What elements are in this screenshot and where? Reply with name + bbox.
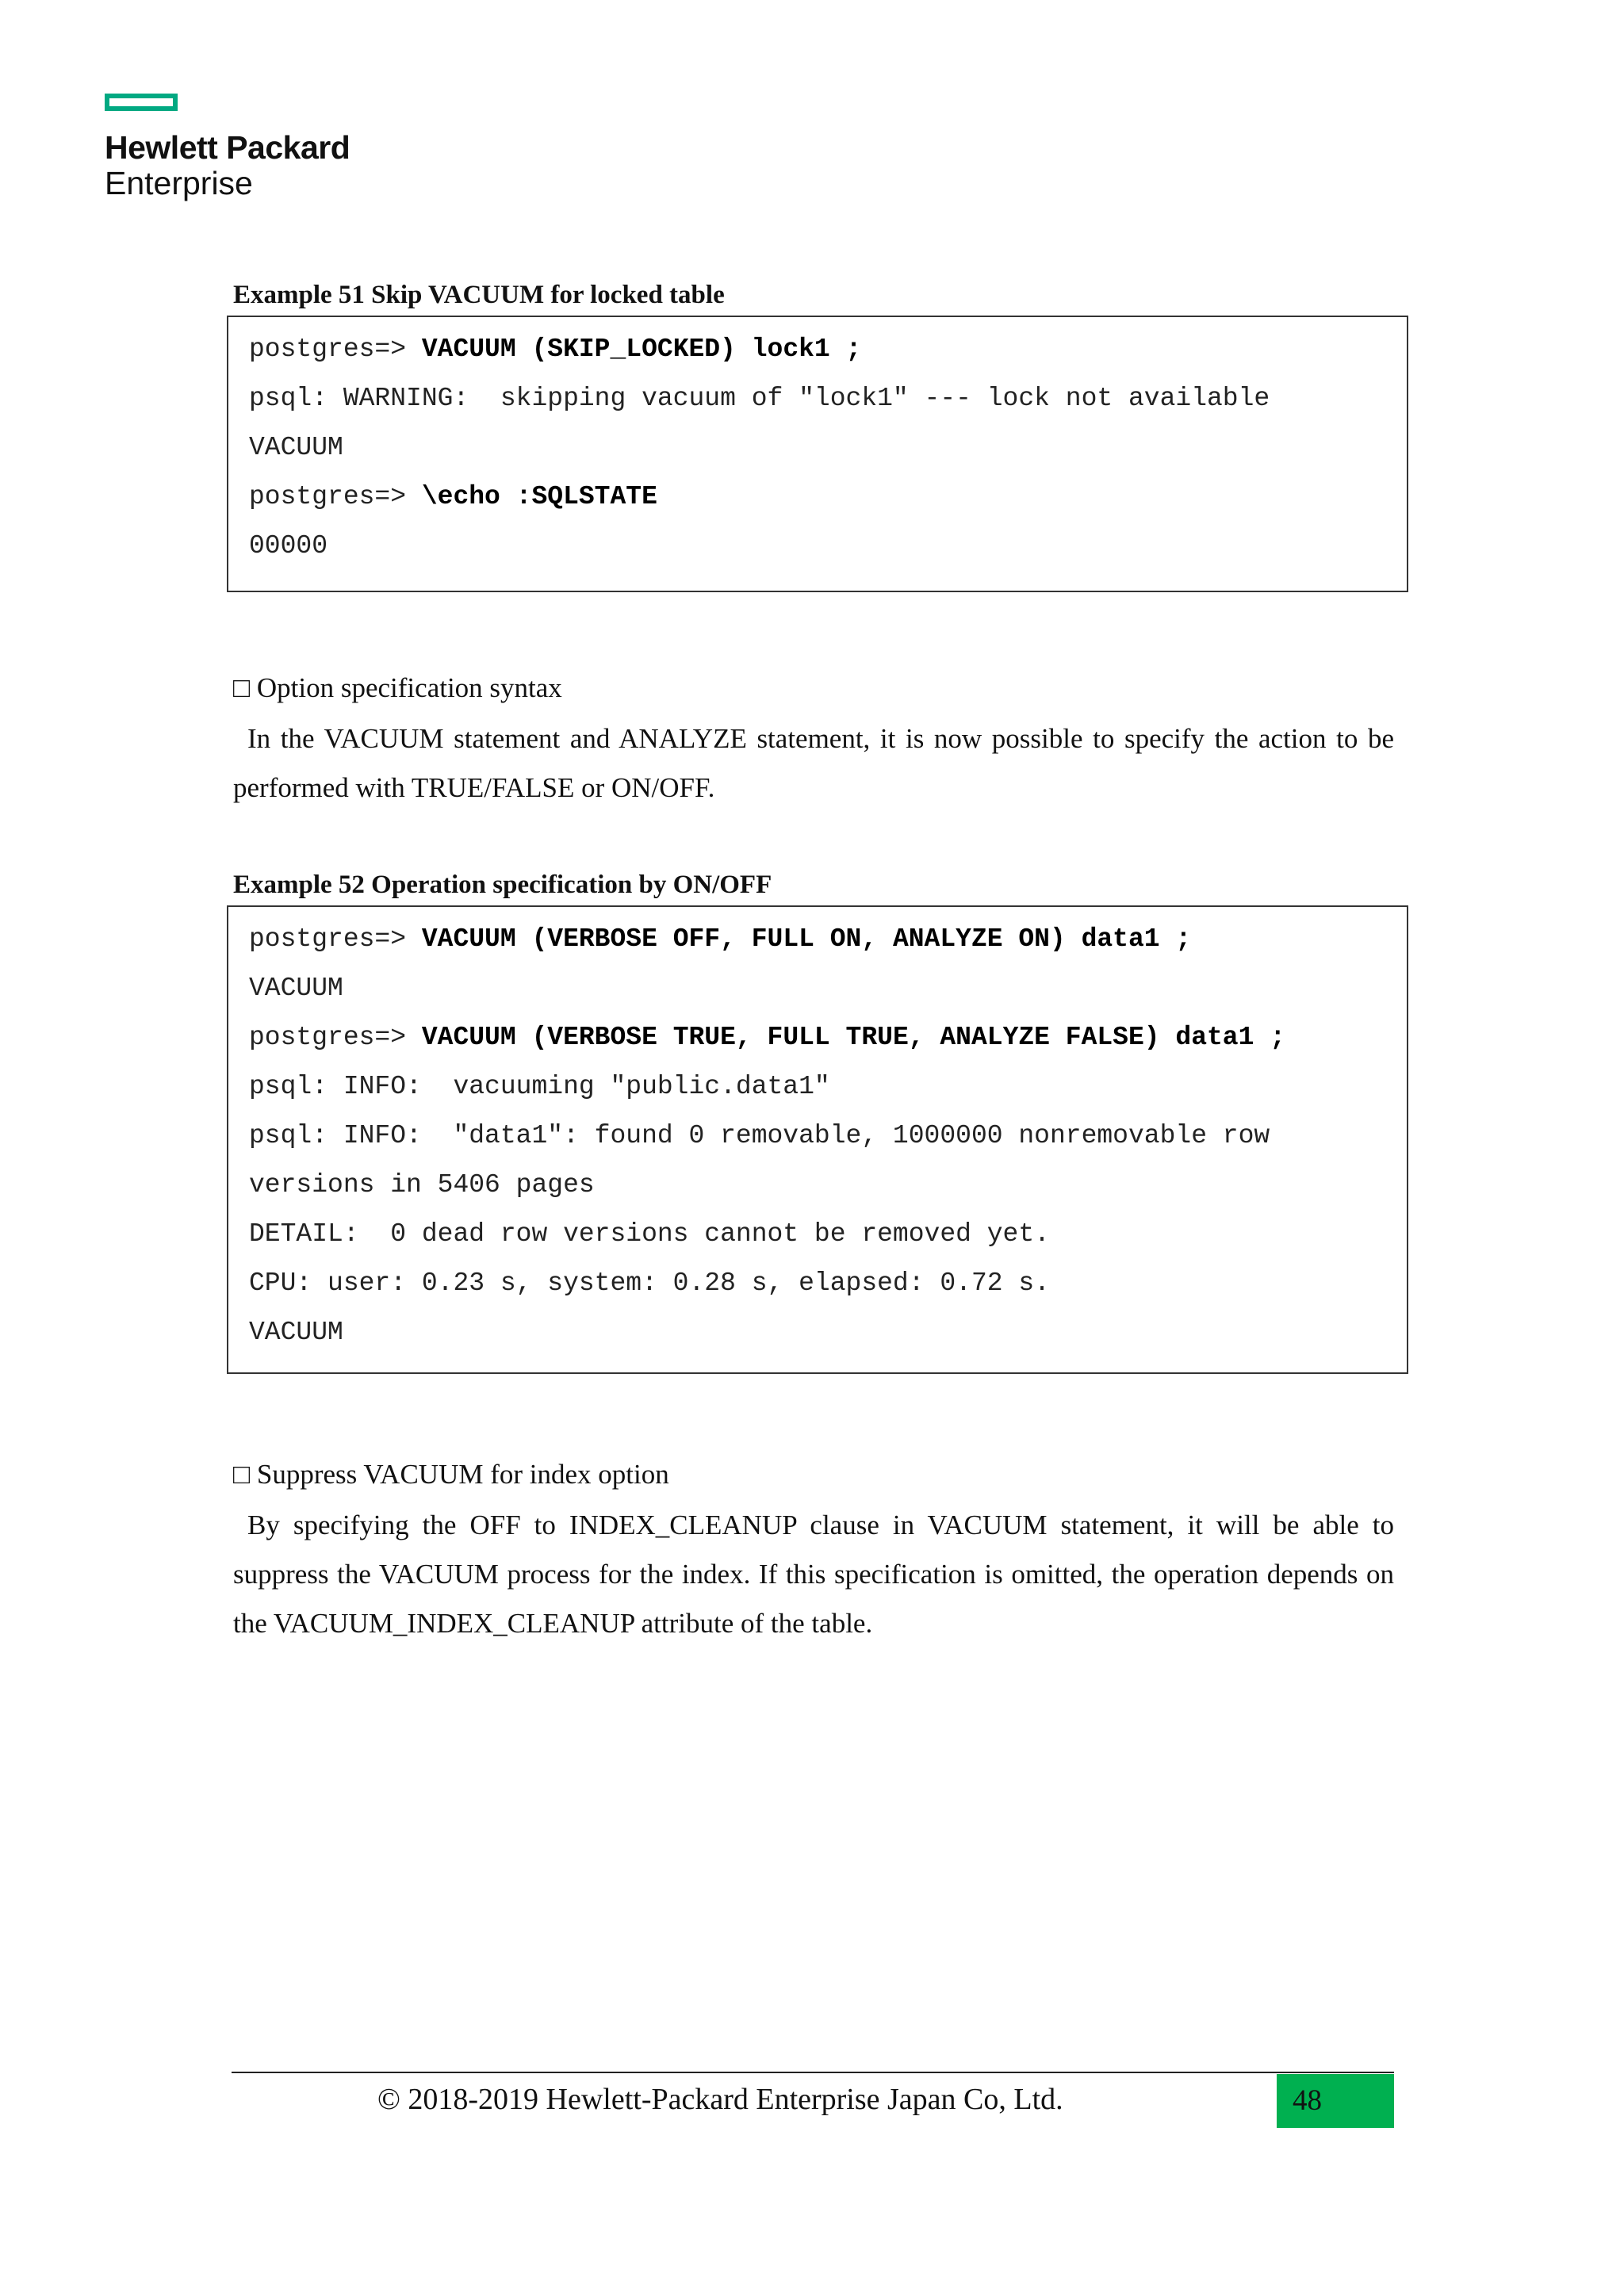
page-number-badge: 48: [1277, 2074, 1394, 2128]
code-block-example-52: [227, 905, 1408, 1374]
code-line: VACUUM: [249, 1318, 343, 1347]
code-line: CPU: user: 0.23 s, system: 0.28 s, elapsed: 0.72 s.: [249, 1269, 1050, 1298]
code-block-example-51: [227, 316, 1408, 592]
code-line: postgres=> VACUUM (VERBOSE TRUE, FULL TRUE, ANALYZE FALSE) data1 ;: [249, 1023, 1286, 1052]
example-52-caption: Example 52 Operation specification by ON/OFF: [233, 871, 772, 899]
section-heading-index-cleanup: □ Suppress VACUUM for index option: [233, 1459, 669, 1490]
code-line: psql: INFO: vacuuming "public.data1": [249, 1072, 830, 1101]
footer-divider: [232, 2072, 1394, 2073]
code-line: DETAIL: 0 dead row versions cannot be removed yet.: [249, 1219, 1050, 1249]
logo-text-line2: Enterprise: [105, 165, 253, 201]
code-line: psql: INFO: "data1": found 0 removable, 1000000 nonremovable row: [249, 1121, 1270, 1150]
section-body-index-cleanup: By specifying the OFF to INDEX_CLEANUP clause in VACUUM statement, it will be able to suppress the VACUUM process for the index. If this specification is omitted, the operation depends on the VACUUM_INDEX_CLEANUP attribute of the table.: [233, 1510, 1394, 1639]
footer-copyright: © 2018-2019 Hewlett-Packard Enterprise Japan Co, Ltd.: [377, 2083, 1063, 2116]
code-line: postgres=> VACUUM (SKIP_LOCKED) lock1 ;: [249, 335, 862, 364]
hpe-logo-mark: [105, 94, 178, 111]
section-body-option-syntax: In the VACUUM statement and ANALYZE statement, it is now possible to specify the action to be performed with TRUE/FALSE or ON/OFF.: [233, 723, 1394, 803]
code-line: VACUUM: [249, 974, 343, 1003]
code-line: 00000: [249, 531, 328, 561]
section-heading-option-syntax: □ Option specification syntax: [233, 672, 562, 703]
code-line: psql: WARNING: skipping vacuum of "lock1" --- lock not available: [249, 384, 1270, 413]
code-line: postgres=> \echo :SQLSTATE: [249, 482, 657, 511]
code-line: postgres=> VACUUM (VERBOSE OFF, FULL ON, ANALYZE ON) data1 ;: [249, 924, 1192, 954]
code-line: versions in 5406 pages: [249, 1170, 595, 1200]
code-line: VACUUM: [249, 433, 343, 462]
hpe-logo: [105, 94, 390, 205]
example-51-caption: Example 51 Skip VACUUM for locked table: [233, 281, 725, 309]
logo-text-line1: Hewlett Packard: [105, 129, 350, 166]
